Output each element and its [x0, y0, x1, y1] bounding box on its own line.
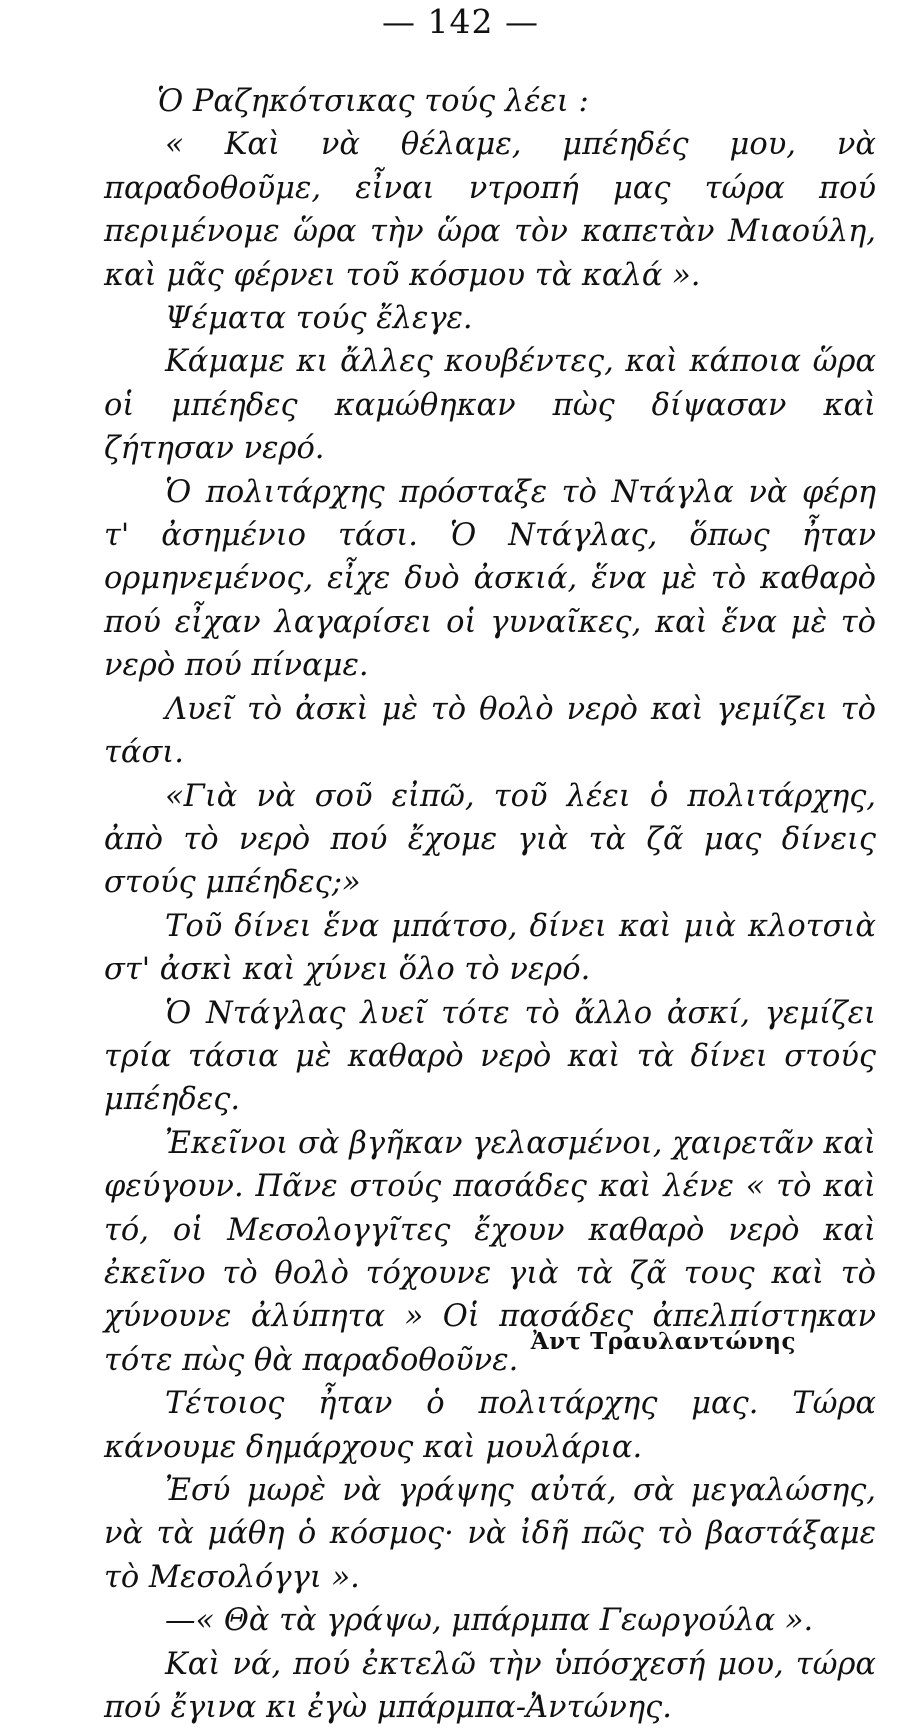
paragraph: Τέτοιος ἦταν ὁ πολιτάρχης μας. Τώρα κάνουμε δημάρχους καὶ μουλάρια.: [104, 1386, 876, 1465]
paragraph: Καὶ νά, πού ἐκτελῶ τὴν ὑπόσχεσή μου, τώρα πού ἔγινα κι ἐγὼ μπάρμπα-Ἀντώνης.: [104, 1646, 876, 1726]
paragraph: Ἐκεῖνοι σὰ βγῆκαν γελασμένοι, χαιρετᾶν καὶ φεύγουν. Πᾶνε στούς πασάδες καὶ λένε « τὸ καὶ τό, οἱ Μεσολογγῖτες ἔχουν καθαρὸ νερὸ καὶ ἐκεῖνο τὸ θολὸ τόχουνε γιὰ τὰ ζᾶ τους καὶ τὸ χύνουνε ἀλύπητα » Οἱ πασάδες ἀπελπίστηκαν τότε πὼς θὰ παραδοθοῦνε.: [104, 1125, 876, 1378]
author-signature: Ἀντ Τραυλαντώνης: [530, 1328, 796, 1355]
page-number: — 142 —: [382, 2, 539, 41]
paragraph: Ἐσύ μωρὲ νὰ γράψης αὐτά, σὰ μεγαλώσης, νὰ τὰ μάθη ὁ κόσμος· νὰ ἰδῆ πῶς τὸ βαστάξαμε τὸ Μεσολόγγι ».: [104, 1473, 876, 1595]
paragraph: Τοῦ δίνει ἕνα μπάτσο, δίνει καὶ μιὰ κλοτσιὰ στ' ἀσκὶ καὶ χύνει ὅλο τὸ νερό.: [104, 908, 876, 988]
paragraph: « Καὶ νὰ θέλαμε, μπέηδές μου, νὰ παραδοθοῦμε, εἶναι ντροπή μας τώρα πού περιμένομε ὥρα τὴν ὥρα τὸν καπετὰν Μιαούλη, καὶ μᾶς φέρνει τοῦ κόσμου τὰ καλά ».: [104, 127, 876, 293]
body-text: [104, 80, 876, 1729]
paragraph: Ψέματα τούς ἔλεγε.: [165, 301, 473, 337]
paragraph: —« Θὰ τὰ γράψω, μπάρμπα Γεωργούλα ».: [165, 1603, 814, 1639]
paragraph: Κάμαμε κι ἄλλες κουβέντες, καὶ κάποια ὥρα οἱ μπέηδες καμώθηκαν πὼς δίψασαν καὶ ζήτησαν νερό.: [104, 344, 876, 467]
paragraph: Ὁ Ντάγλας λυεῖ τότε τὸ ἄλλο ἀσκί, γεμίζει τρία τάσια μὲ καθαρὸ νερὸ καὶ τὰ δίνει στούς μπέηδες.: [104, 995, 876, 1118]
paragraph: «Γιὰ νὰ σοῦ εἰπῶ, τοῦ λέει ὁ πολιτάρχης, ἀπὸ τὸ νερὸ πού ἔχομε γιὰ τὰ ζᾶ μας δίνεις στούς μπέηδες;»: [104, 778, 876, 901]
paragraph: Ὁ πολιτάρχης πρόσταξε τὸ Ντάγλα νὰ φέρη τ' ἀσημένιο τάσι. Ὁ Ντάγλας, ὅπως ἦταν ορμηνεμένος, εἶχε δυὸ ἀσκιά, ἕνα μὲ τὸ καθαρὸ πού εἶχαν λαγαρίσει οἱ γυναῖκες, καὶ ἕνα μὲ τὸ νερὸ πού πίναμε.: [104, 474, 876, 684]
paragraph: Λυεῖ τὸ ἀσκὶ μὲ τὸ θολὸ νερὸ καὶ γεμίζει τὸ τάσι.: [104, 691, 876, 771]
paragraph: Ὁ Ραζηκότσικας τούς λέει :: [157, 84, 589, 119]
